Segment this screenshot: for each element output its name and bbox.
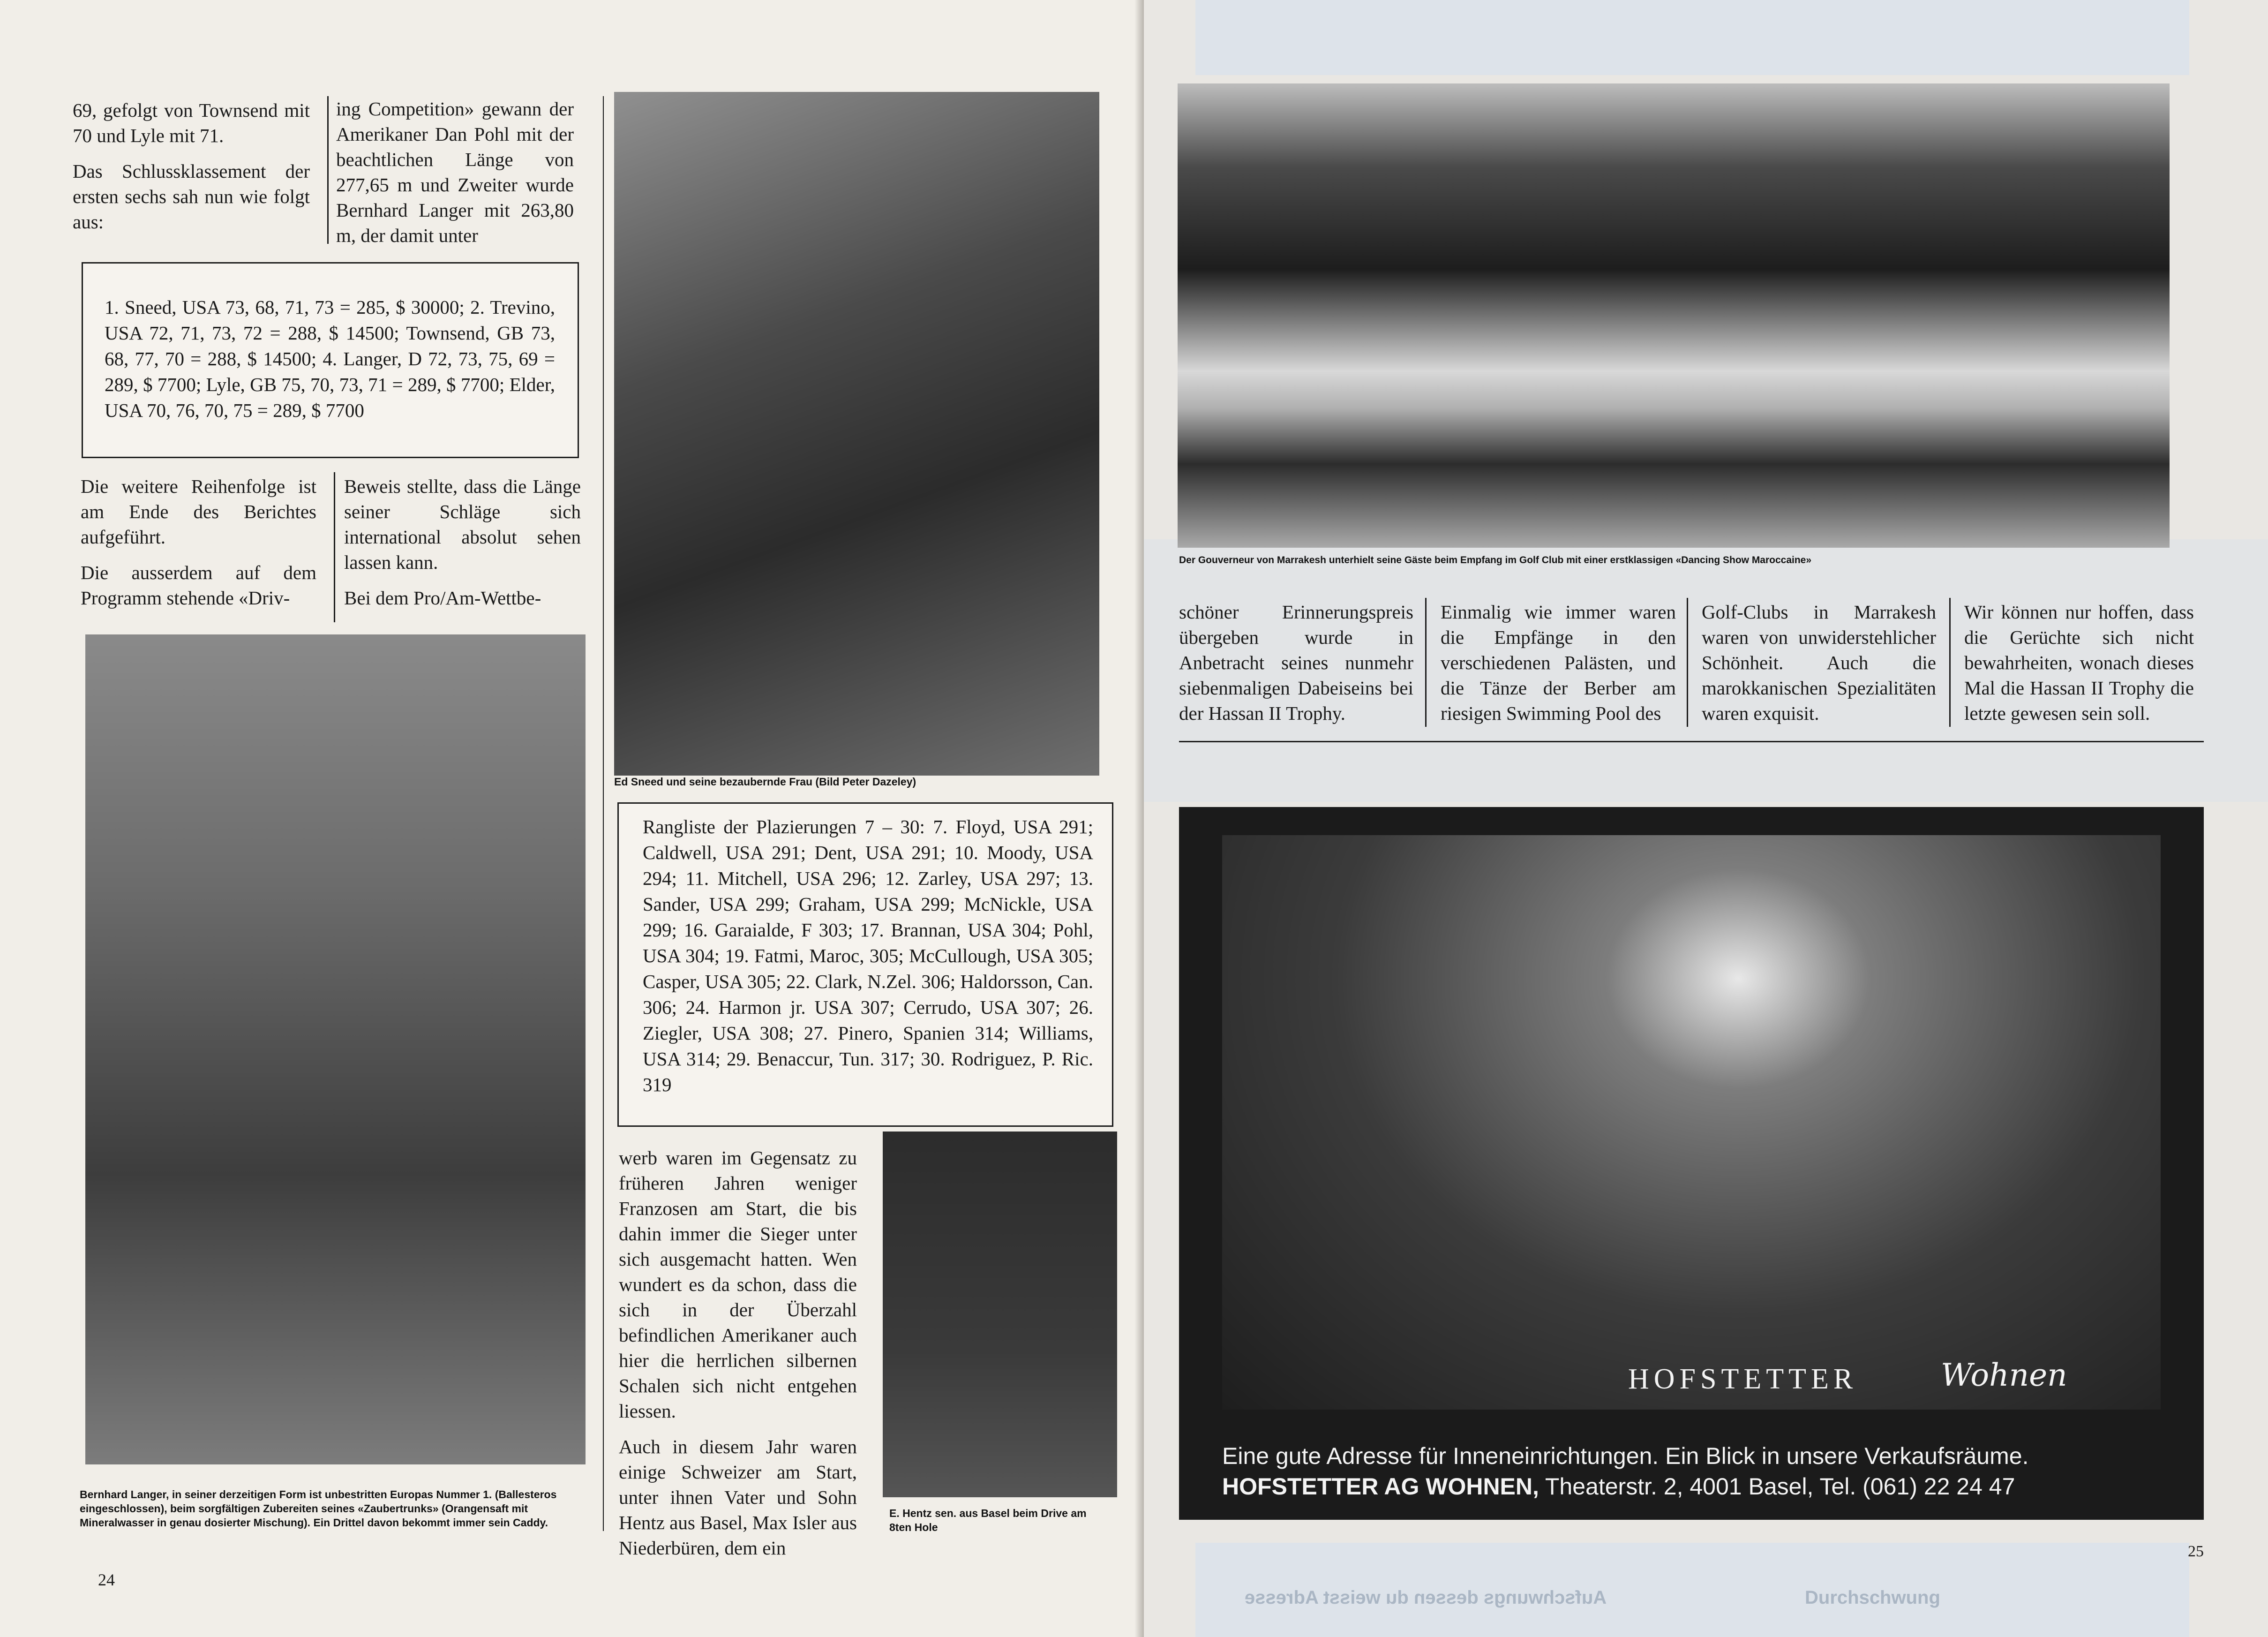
ghost-banner <box>1195 0 2189 75</box>
column-divider <box>327 96 329 244</box>
paragraph: Golf-Clubs in Marrakesh waren von unwiderstehlicher Schönheit. Auch die marokkanischen Spezialitäten waren exquisit. <box>1702 601 1936 724</box>
column-text <box>344 474 581 621</box>
column-text <box>1964 599 2194 736</box>
paragraph: Einmalig wie immer waren die Empfänge in den verschiedenen Palästen, und die Tänze der Berber am riesigen Swimming Pool des <box>1441 601 1676 724</box>
langer-caption: Bernhard Langer, in seiner derzeitigen Form ist unbestritten Europas Nummer 1. (Ballesteros eingeschlossen), beim sorgfältigen Zubereiten seines «Zaubertrunks» (Orangensaft mit Mineralwasser in genau dosierter Mischung). Ein Drittel davon bekommt immer sein Caddy. <box>80 1488 557 1529</box>
ghost-text: Durchschwung <box>1805 1587 1940 1608</box>
column-text <box>336 96 574 258</box>
ad-brand-name: HOFSTETTER <box>1628 1363 1858 1395</box>
column-divider <box>1425 598 1427 727</box>
ranglist-text: Rangliste der Plazierungen 7 – 30: 7. Floyd, USA 291; Caldwell, USA 291; Dent, USA 291; 10. Moody, USA 294; 11. Mitchell, USA 296; 12. Zarley, USA 297; 13. Sander, USA 299; Graham, USA 299; McNickle, USA 299; 16. Garaialde, F 303; 17. Brannan, USA 304; Pohl, USA 304; 19. Fatmi, Maroc, 305; McCullough, USA 305; Casper, USA 305; 22. Clark, N.Zel. 306; Haldorsson, Can. 306; 24. Harmon jr. USA 307; Cerrudo, USA 307; 26. Ziegler, USA 308; 27. Pinero, Spanien 314; Williams, USA 314; 29. Benaccur, Tun. 317; 30. Rodriguez, P. Ric. 319 <box>643 816 1093 1095</box>
column-text <box>1702 599 1936 736</box>
column-divider <box>603 96 604 1531</box>
paragraph: ing Competition» gewann der Amerikaner Dan Pohl mit der beachtlichen Länge von 277,65 m und Zweiter wurde Bernhard Langer mit 263,80 m, der damit unter <box>336 98 574 246</box>
ad-photo <box>1222 835 2161 1410</box>
column-text <box>1441 599 1676 736</box>
column-divider <box>334 472 335 622</box>
column-text <box>1179 599 1413 736</box>
ghost-text: Aufschwungs dessen du weisst Adresse <box>1245 1587 1607 1608</box>
paragraph: schöner Erinnerungspreis übergeben wurde in Anbetracht seines nunmehr siebenmaligen Dabeiseins bei der Hassan II Trophy. <box>1179 601 1413 724</box>
column-divider <box>1687 598 1688 727</box>
page-number: 24 <box>98 1570 115 1589</box>
paragraph: Die ausserdem auf dem Programm stehende «Driv- <box>81 562 316 609</box>
page-number: 25 <box>2188 1543 2204 1560</box>
sneed-caption: Ed Sneed und seine bezaubernde Frau (Bild Peter Dazeley) <box>614 776 916 788</box>
gouverneur-caption: Der Gouverneur von Marrakesh unterhielt seine Gäste beim Empfang im Golf Club mit einer erstklassigen «Dancing Show Maroccaine» <box>1179 555 1812 566</box>
ad-line-1: Eine gute Adresse für Inneneinrichtungen. Ein Blick in unsere Verkaufsräume. <box>1222 1443 2029 1469</box>
column-divider <box>1949 598 1951 727</box>
paragraph: Bei dem Pro/Am-Wettbe- <box>344 587 541 609</box>
paragraph: werb waren im Gegensatz zu früheren Jahren weniger Franzosen am Start, die bis dahin immer die Sieger unter sich ausgemacht hatten. Wen wundert es da schon, dass die sich in der Überzahl befindlichen Amerikaner auch hier die herrlichen silbernen Schalen sich nicht entgehen liessen. <box>619 1147 857 1422</box>
langer-photo <box>85 634 586 1464</box>
column-text <box>619 1145 857 1571</box>
ranking-text: 1. Sneed, USA 73, 68, 71, 73 = 285, $ 30000; 2. Trevino, USA 72, 71, 73, 72 = 288, $ 14500; Townsend, GB 73, 68, 77, 70 = 288, $ 14500; 4. Langer, D 72, 73, 75, 69 = 289, $ 7700; Lyle, GB 75, 70, 73, 71 = 289, $ 7700; Elder, USA 70, 76, 70, 75 = 289, $ 7700 <box>105 296 555 421</box>
column-text <box>73 98 310 245</box>
ranking-box <box>82 262 579 458</box>
hofstetter-ad <box>1179 807 2204 1520</box>
ad-line-2 <box>1222 1473 2183 1500</box>
sneed-photo <box>614 92 1099 776</box>
ad-brand-script: Wohnen <box>1941 1357 2067 1393</box>
hentz-caption: E. Hentz sen. aus Basel beim Drive am 8ten Hole <box>889 1507 1087 1533</box>
gouverneur-photo <box>1178 83 2170 548</box>
paragraph: 69, gefolgt von Townsend mit 70 und Lyle mit 71. <box>73 99 310 146</box>
paragraph: Auch in diesem Jahr waren einige Schweizer am Start, unter ihnen Vater und Sohn Hentz aus Basel, Max Isler aus Niederbüren, dem ein <box>619 1436 857 1559</box>
paragraph: Das Schlussklassement der ersten sechs sah nun wie folgt aus: <box>73 160 310 233</box>
ad-address: Theaterstr. 2, 4001 Basel, Tel. (061) 22 24 47 <box>1539 1473 2015 1500</box>
column-text <box>81 474 316 621</box>
hentz-photo <box>883 1132 1117 1497</box>
paragraph: Wir können nur hoffen, dass die Gerüchte sich nicht bewahrheiten, wonach dieses Mal die Hassan II Trophy die letzte gewesen sein soll. <box>1964 601 2194 724</box>
paragraph: Die weitere Reihenfolge ist am Ende des Berichtes aufgeführt. <box>81 475 316 548</box>
page-right <box>1144 0 2268 1637</box>
ranglist-box <box>617 802 1113 1127</box>
paragraph: Beweis stellte, dass die Länge seiner Schläge sich international absolut sehen lassen kann. <box>344 475 581 573</box>
ad-company-name: HOFSTETTER AG WOHNEN, <box>1222 1473 1539 1500</box>
section-rule <box>1179 741 2204 742</box>
